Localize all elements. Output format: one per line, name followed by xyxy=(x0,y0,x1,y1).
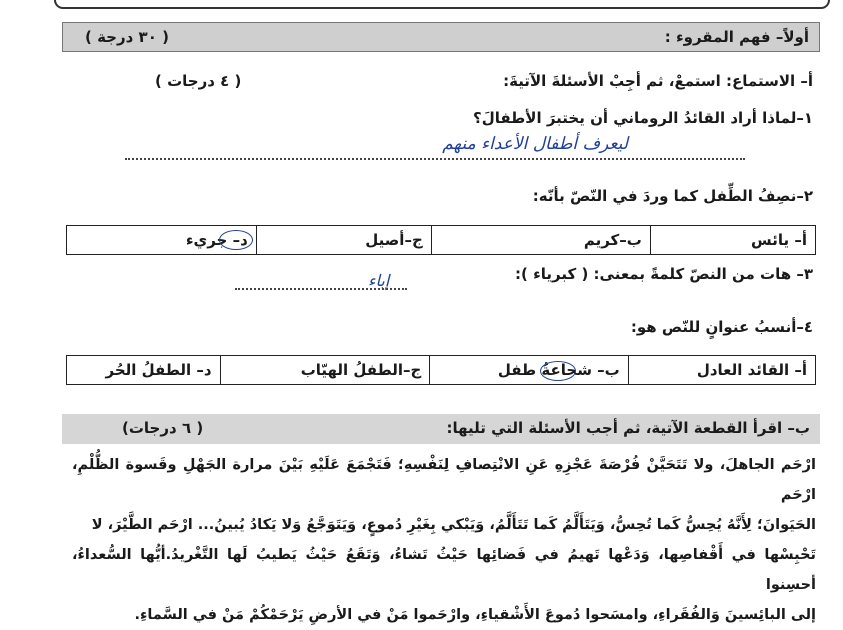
part-b-score: ( ٦ درجات) xyxy=(122,419,204,437)
question-2-options xyxy=(66,225,816,255)
q4-option-b[interactable]: ب– شجاعةُ طفل xyxy=(430,356,628,385)
question-1: ١–لماذا أراد القائدُ الروماني أن يختبرَ الأطفالَ؟ xyxy=(473,109,813,127)
handwritten-answer-3: إباء xyxy=(368,271,390,290)
passage-line-1: ارْحَم الجاهلَ، ولا تَتَحَيَّنْ فُرْصَةَ عَجْزِهِ عَنِ الانْتِصافِ لِنَفْسِهِ؛ فَتَجْمَعَ عَلَيْهِ بَيْنَ مرارة الجَهْلِ وقَسوة الظُّلْمِ، ارْحَم xyxy=(72,457,816,503)
q2-option-b[interactable]: ب–كريم xyxy=(431,226,650,255)
reading-passage xyxy=(72,450,816,630)
q2-option-d[interactable]: د– جريء xyxy=(67,226,257,255)
passage-line-4: إلى البائِسينَ وَالفُقَراءِ، وامسَحوا دُموعَ الأَشْقياءِ، وارْحَموا مَنْ في الأرضِ يَرْحَمْكُمْ مَنْ في السَّماءِ. xyxy=(134,607,816,623)
selected-answer-circle-q2 xyxy=(219,230,253,250)
answer-line-3 xyxy=(235,286,407,290)
section-header-bar xyxy=(62,22,820,52)
passage-line-2: الحَيَوانَ؛ لِأَنَّهُ يُحِسُّ كَما تُحِسُّ، وَيَتَأَلَّمُ كَما تَتَأَلَّمُ، وَيَبْكي بِغَيْرِ دُموعٍ، وَيَتَوَجَّعُ وَلا يَكادُ يُبينُ... ارْحَم الطَّيْرَ، لا xyxy=(91,517,816,533)
section-score: ( ٣٠ درجة ) xyxy=(85,28,169,46)
question-3: ٣– هات من النصّ كلمةً بمعنى: ( كبرياء ): xyxy=(515,265,813,283)
top-frame-edge xyxy=(54,0,830,9)
answer-line-1 xyxy=(125,156,745,160)
handwritten-answer-1: ليعرف أطفال الأعداء منهم xyxy=(442,134,628,154)
question-4: ٤–أنسبُ عنوانٍ للنّص هو: xyxy=(630,318,813,336)
question-4-options xyxy=(66,355,816,385)
part-a-title: أ– الاستماع: استمعْ، ثم أجِبْ الأسئلةَ الآتيةَ: xyxy=(503,72,813,90)
q4-option-c[interactable]: ج–الطفلُ الهيّاب xyxy=(220,356,430,385)
part-b-header-bar xyxy=(62,414,820,444)
q4-option-a[interactable]: أ– القائد العادل xyxy=(628,356,815,385)
selected-answer-circle-q4 xyxy=(540,361,576,381)
section-title: أولاً– فهم المقروء : xyxy=(664,28,809,46)
question-2: ٢–نصِفُ الطِّفل كما وردَ في النّصّ بأنّه: xyxy=(532,187,813,205)
part-a-score: ( ٤ درجات ) xyxy=(155,72,242,90)
q2-option-c[interactable]: ج–أصيل xyxy=(256,226,431,255)
q2-option-a[interactable]: أ– يائس xyxy=(650,226,815,255)
q4-option-d[interactable]: د– الطفلُ الحُر xyxy=(67,356,221,385)
part-b-title: ب– اقرأ القطعة الآتية، ثم أجب الأسئلة التي تليها: xyxy=(446,419,810,437)
passage-line-3: تَحْبِسْها في أَقْفاصِها، وَدَعْها تَهيمُ في فَضائِها حَيْثُ تَشاءُ، وَتَقَعُ حَيْثُ يَطيبُ لَها التَّغْريدُ.أيُّها السُّعداءُ، أحسِنوا xyxy=(72,547,816,593)
